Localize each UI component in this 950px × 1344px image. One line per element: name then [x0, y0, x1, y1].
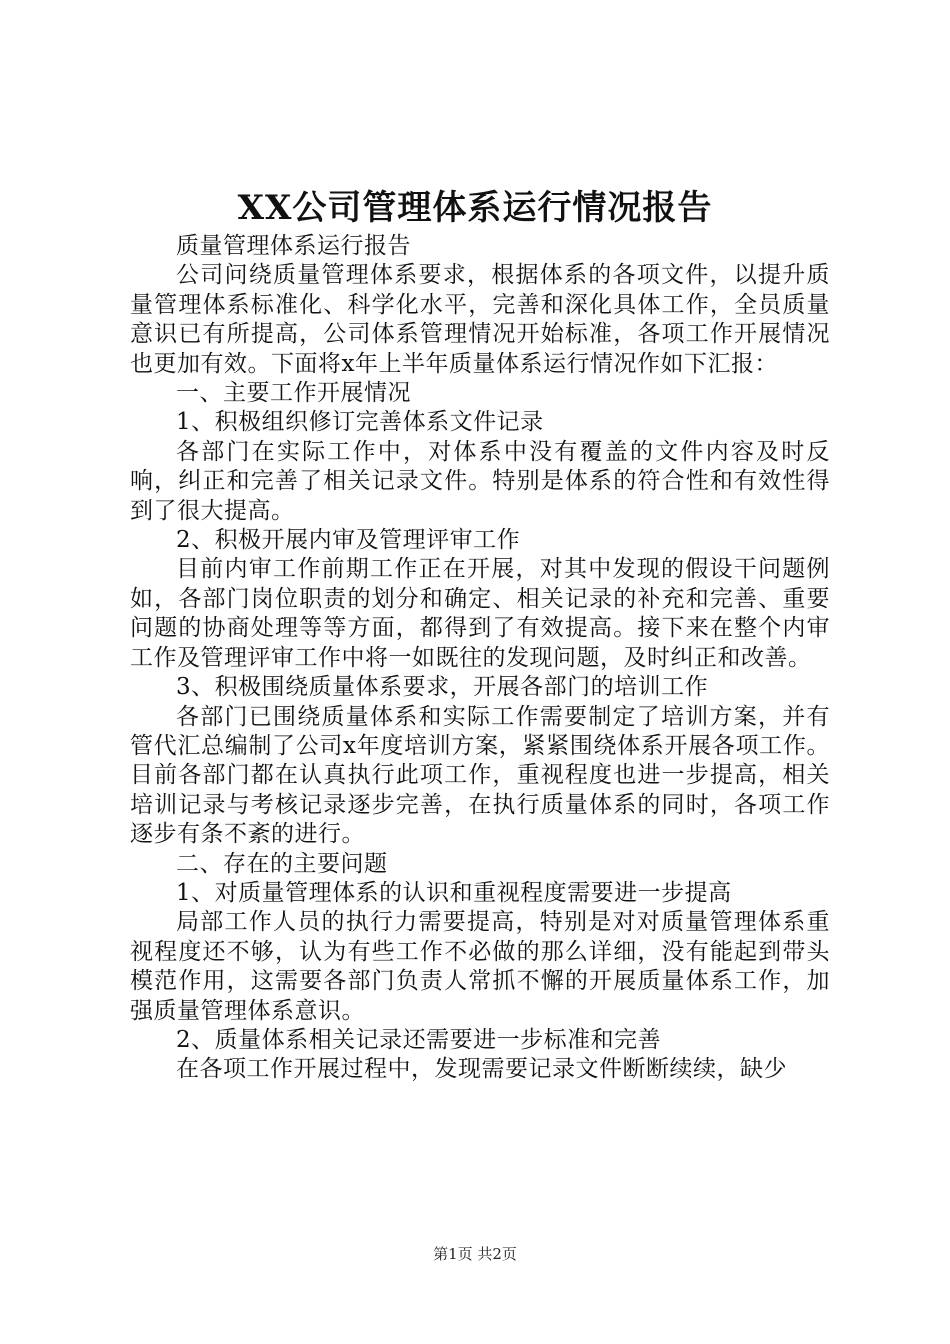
paragraph: 在各项工作开展过程中，发现需要记录文件断断续续，缺少	[176, 1056, 787, 1083]
document-title: XX公司管理体系运行情况报告	[237, 188, 713, 228]
paragraph: 局部工作人员的执行力需要提高，特别是对对质量管理体系重视程度还不够，认为有些工作不必做的那么详细，没有能起到带头模范作用，这需要各部门负责人常抓不懈的开展质量体系工作，加强质量管理体系意识。	[130, 909, 830, 1024]
section-heading: 一、主要工作开展情况	[176, 380, 411, 407]
subsection-heading: 1、对质量管理体系的认识和重视程度需要进一步提高	[176, 879, 732, 906]
section-heading: 二、存在的主要问题	[176, 850, 388, 877]
subsection-heading: 2、质量体系相关记录还需要进一步标准和完善	[176, 1026, 662, 1053]
document-body	[130, 232, 830, 1085]
subsection-heading: 1、积极组织修订完善体系文件记录	[176, 409, 544, 436]
page-number-footer: 第1页 共2页	[433, 1245, 517, 1263]
paragraph: 各部门已围绕质量体系和实际工作需要制定了培训方案，并有管代汇总编制了公司x年度培训方案，紧紧围绕体系开展各项工作。目前各部门都在认真执行此项工作，重视程度也进一步提高，相关培训记录与考核记录逐步完善，在执行质量体系的同时，各项工作逐步有条不紊的进行。	[130, 703, 830, 848]
paragraph: 公司问绕质量管理体系要求，根据体系的各项文件，以提升质量管理体系标准化、科学化水平，完善和深化具体工作，全员质量意识已有所提高，公司体系管理情况开始标准，各项工作开展情况也更加有效。下面将x年上半年质量体系运行情况作如下汇报：	[130, 262, 830, 377]
subsection-heading: 2、积极开展内审及管理评审工作	[176, 527, 521, 554]
paragraph: 各部门在实际工作中，对体系中没有覆盖的文件内容及时反响，纠正和完善了相关记录文件。特别是体系的符合性和有效性得到了很大提高。	[130, 438, 830, 524]
paragraph: 质量管理体系运行报告	[176, 233, 411, 259]
subsection-heading: 3、积极围绕质量体系要求，开展各部门的培训工作	[176, 674, 709, 701]
paragraph: 目前内审工作前期工作正在开展，对其中发现的假设干问题例如，各部门岗位职责的划分和确定、相关记录的补充和完善、重要问题的协商处理等等方面，都得到了有效提高。接下来在整个内审工作及管理评审工作中将一如既往的发现问题，及时纠正和改善。	[130, 556, 830, 671]
